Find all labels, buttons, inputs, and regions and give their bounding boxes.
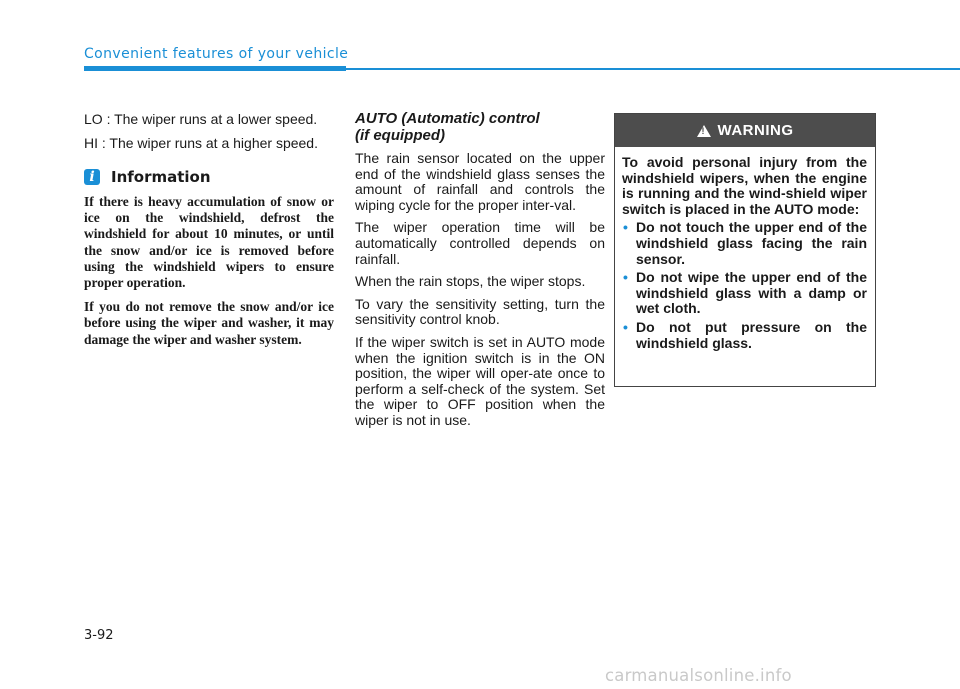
warning-label: WARNING [717,122,794,139]
auto-control-heading-line1: AUTO (Automatic) control [355,110,540,127]
rain-stops-paragraph: When the rain stops, the wiper stops. [355,273,586,290]
warning-item-text: Do not put pressure on the windshield glass. [636,318,867,351]
information-title: Information [111,168,211,186]
warning-item [622,320,867,351]
warning-triangle-icon [697,125,711,137]
warning-item-text: Do not touch the upper end of the windshield glass facing the rain sensor. [636,219,867,267]
bullet-icon: • [623,269,628,286]
sensitivity-paragraph: To vary the sensitivity setting, turn the sensitivity control knob. [355,295,605,328]
warning-item [622,270,867,317]
self-check-paragraph: If the wiper switch is set in AUTO mode when the ignition switch is in the ON position, the wiper will oper-ate once to perform a self-check of the system. Set the wiper to OFF position when the wiper is not in use. [355,333,605,428]
information-paragraph-snow: If there is heavy accumulation of snow or ice on the windshield, defrost the windshield for about 10 minutes, or until the snow and/or ice is removed before using the windshield wipers to ensure proper operation. [84,194,334,291]
warning-header [615,114,875,147]
page-number: 3-92 [84,628,114,643]
info-icon: i [84,169,100,185]
information-heading [84,168,334,186]
warning-item [622,220,867,267]
rain-sensor-paragraph: The rain sensor located on the upper end of the windshield glass senses the amount of rainfall and controls the wiping cycle for the proper inter-val. [355,150,605,213]
information-paragraph-damage: If you do not remove the snow and/or ice before using the wiper and washer, it may damage the wiper and washer system. [84,299,334,347]
auto-control-heading-line2: (if equipped) [355,127,445,144]
watermark: carmanualsonline.info [605,666,792,685]
hi-speed-description: HI : The wiper runs at a higher speed. [84,135,318,151]
auto-control-heading [355,110,605,144]
warning-intro: To avoid personal injury from the windshield wipers, when the engine is running and the wind-shield wiper switch is placed in the AUTO mode: [622,154,867,217]
bullet-icon: • [623,318,628,335]
warning-body [615,147,875,351]
bullet-icon: • [623,219,628,236]
warning-box [614,113,876,387]
warning-list [622,220,867,351]
section-title-underline [84,66,346,71]
header-rule [346,68,960,70]
warning-item-text: Do not wipe the upper end of the windshield glass with a damp or wet cloth. [636,269,867,317]
middle-column [355,110,605,436]
section-title: Convenient features of your vehicle [84,46,349,62]
wiper-time-paragraph: The wiper operation time will be automatically controlled depends on rainfall. [355,219,605,267]
left-column [84,110,334,356]
lo-speed-description: LO : The wiper runs at a lower speed. [84,111,318,127]
